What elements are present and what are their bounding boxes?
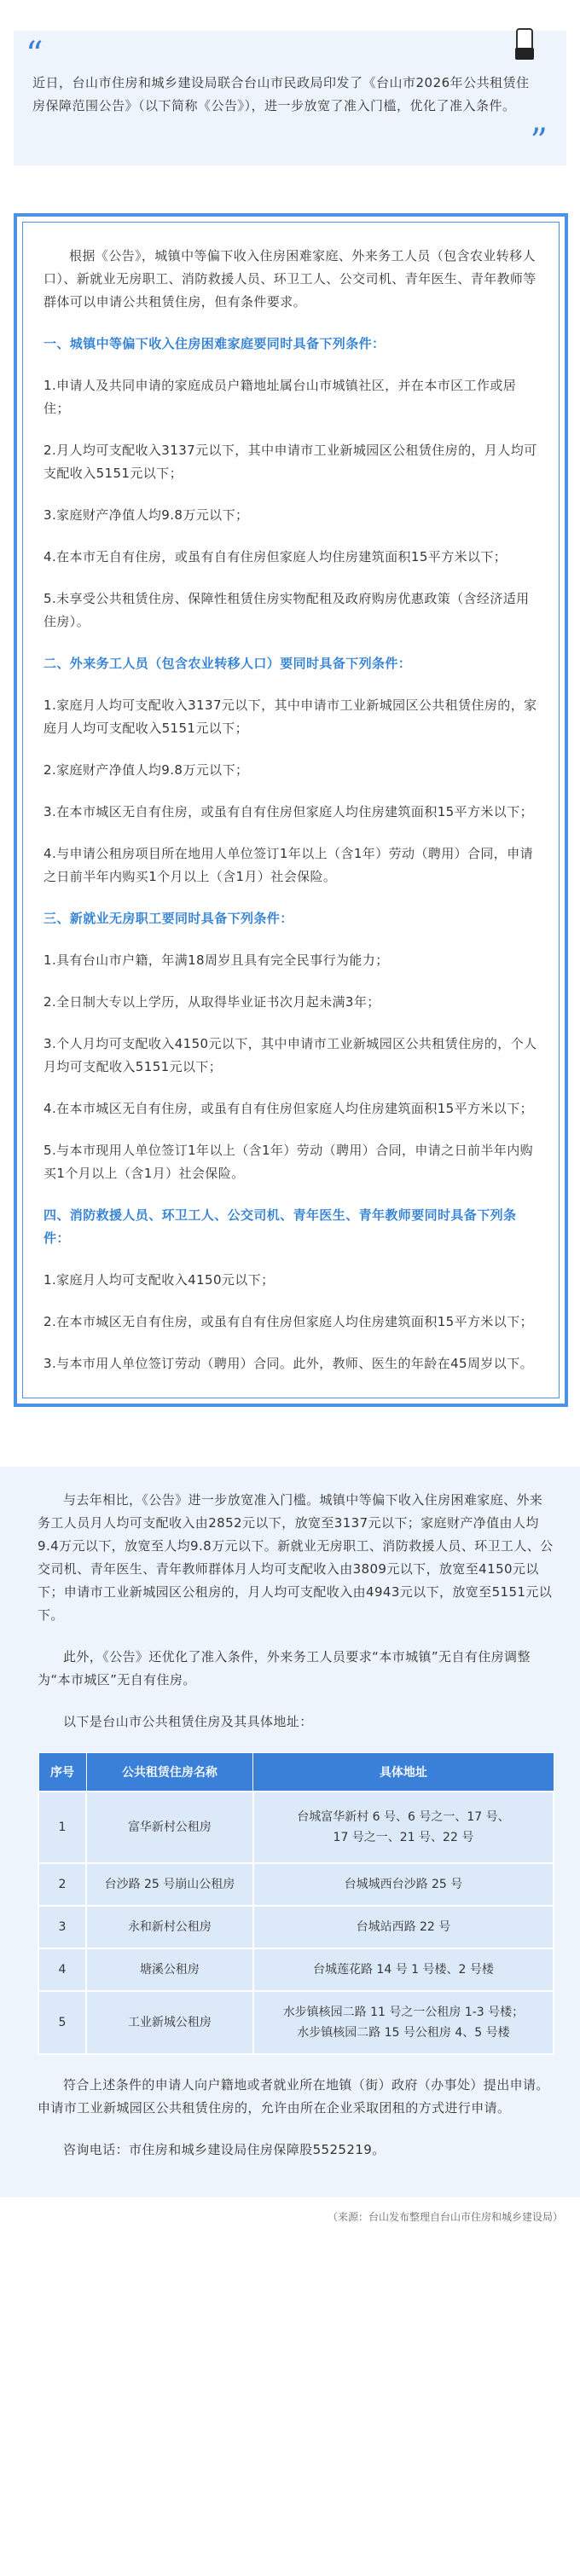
row-name: 台沙路 25 号崩山公租房 — [86, 1863, 253, 1906]
condition-item: 2.在本市城区无自有住房，或虽有自有住房但家庭人均住房建筑面积15平方米以下； — [44, 1314, 534, 1329]
section-3-title: 三、新就业无房职工要同时具备下列条件： — [44, 911, 293, 926]
row-address — [253, 1991, 554, 2054]
condition-item: 5.未享受公共租赁住房、保障性租赁住房实物配租及政府购房优惠政策（含经济适用住房）。 — [44, 591, 530, 629]
table-row — [38, 1948, 554, 1991]
condition-item: 4.在本市城区无自有住房，或虽有自有住房但家庭人均住房建筑面积15平方米以下； — [44, 1101, 534, 1116]
row-address: 台城站西路 22 号 — [253, 1906, 554, 1948]
conditions-lead: 根据《公告》，城镇中等偏下收入住房困难家庭、外来务工人员（包含农业转移人口）、新就业无房职工、消防救援人员、环卫工人、公交司机、青年医生、青年教师等群体可以申请公共租赁住房，但有条件要求。 — [44, 248, 536, 310]
condition-item: 4.与申请公租房项目所在地用人单位签订1年以上（含1年）劳动（聘用）合同，申请之日前半年内购买1个月以上（含1月）社会保险。 — [44, 846, 534, 884]
section-2-title: 二、外来务工人员（包含农业转移人口）要同时具备下列条件： — [44, 656, 412, 671]
condition-item: 1.家庭月人均可支配收入3137元以下，其中申请市工业新城园区公共租赁住房的，家庭月人均可支配收入5151元以下； — [44, 698, 537, 736]
conditions-frame — [14, 213, 568, 1407]
row-name: 塘溪公租房 — [86, 1948, 253, 1991]
table-row — [38, 1863, 554, 1906]
summary-paragraph: 此外，《公告》还优化了准入条件，外来务工人员要求“本市城镇”无自有住房调整为“本市城区”无自有住房。 — [38, 1649, 531, 1687]
summary-paragraph: 咨询电话：市住房和城乡建设局住房保障股5525219。 — [63, 2142, 386, 2157]
address-line: 台城富华新村 6 号、6 号之一、17 号、 — [297, 1810, 510, 1824]
row-name: 工业新城公租房 — [86, 1991, 253, 2054]
table-row — [38, 1792, 554, 1863]
condition-item: 1.具有台山市户籍，年满18周岁且具有完全民事行为能力； — [44, 952, 389, 968]
condition-item: 2.月人均可支配收入3137元以下，其中申请市工业新城园区公租赁住房的，月人均可支配收入5151元以下； — [44, 443, 537, 481]
intro-text: 近日，台山市住房和城乡建设局联合台山市民政局印发了《台山市2026年公共租赁住房保障范围公告》（以下简称《公告》），进一步放宽了准入门槛，优化了准入条件。 — [32, 75, 530, 113]
address-line: 17 号之一、21 号、22 号 — [333, 1831, 474, 1844]
row-index: 4 — [38, 1948, 86, 1991]
row-name: 富华新村公租房 — [86, 1792, 253, 1863]
summary-paragraph: 与去年相比，《公告》进一步放宽准入门槛。城镇中等偏下收入住房困难家庭、外来务工人员月人均可支配收入由2852元以下，放宽至3137元以下；家庭财产净值由人均9.4万元以下，放宽至人均9.8万元以下。新就业无房职工、消防救援人员、环卫工人、公交司机、青年医生、青年教师群体月人均可支配收入由3809元以下，放宽至4150元以下；申请市工业新城园区公租房的，月人均可支配收入由4943元以下，放宽至5151元以下。 — [38, 1492, 554, 1623]
column-header-name: 公共租赁住房名称 — [86, 1753, 253, 1792]
row-index: 5 — [38, 1991, 86, 2054]
section-4-title: 四、消防救援人员、环卫工人、公交司机、青年医生、青年教师要同时具备下列条件： — [44, 1207, 517, 1246]
condition-item: 4.在本市无自有住房，或虽有自有住房但家庭人均住房建筑面积15平方米以下； — [44, 549, 508, 564]
paper-clip-icon — [513, 27, 536, 63]
condition-item: 3.与本市用人单位签订劳动（聘用）合同。此外，教师、医生的年龄在45周岁以下。 — [44, 1356, 534, 1371]
row-index: 1 — [38, 1792, 86, 1863]
row-index: 2 — [38, 1863, 86, 1906]
condition-item: 1.家庭月人均可支配收入4150元以下； — [44, 1272, 275, 1288]
condition-item: 3.家庭财产净值人均9.8万元以下； — [44, 507, 249, 523]
table-header-row — [38, 1753, 554, 1792]
source-note: （来源：台山发布整理自台山市住房和城乡建设局） — [327, 2211, 563, 2223]
conditions-content — [22, 222, 560, 1398]
condition-item: 3.在本市城区无自有住房，或虽有自有住房但家庭人均住房建筑面积15平方米以下； — [44, 804, 534, 819]
condition-item: 2.家庭财产净值人均9.8万元以下； — [44, 762, 249, 778]
address-line: 水步镇核园二路 15 号公租房 4、5 号楼 — [297, 2026, 510, 2040]
address-line: 水步镇核园二路 11 号之一公租房 1-3 号楼； — [282, 2006, 525, 2019]
open-quote-icon: “ — [26, 35, 44, 74]
row-address — [253, 1792, 554, 1863]
column-header-index: 序号 — [38, 1753, 86, 1792]
condition-item: 2.全日制大专以上学历，从取得毕业证书次月起未满3年； — [44, 994, 380, 1010]
row-address: 台城城西台沙路 25 号 — [253, 1863, 554, 1906]
row-index: 3 — [38, 1906, 86, 1948]
housing-address-table — [38, 1752, 554, 2055]
section-1-title: 一、城镇中等偏下收入住房困难家庭要同时具备下列条件： — [44, 336, 386, 351]
close-quote-icon: ” — [530, 122, 548, 161]
summary-section — [0, 1467, 580, 2197]
condition-item: 1.申请人及共同申请的家庭成员户籍地址属台山市城镇社区，并在本市区工作或居住； — [44, 378, 517, 416]
row-address: 台城莲花路 14 号 1 号楼、2 号楼 — [253, 1948, 554, 1991]
table-row — [38, 1906, 554, 1948]
column-header-address: 具体地址 — [253, 1753, 554, 1792]
row-name: 永和新村公租房 — [86, 1906, 253, 1948]
condition-item: 5.与本市现用人单位签订1年以上（含1年）劳动（聘用）合同，申请之日前半年内购买1个月以上（含1月）社会保险。 — [44, 1143, 534, 1181]
intro-quote-box — [14, 31, 566, 165]
condition-item: 3.个人月均可支配收入4150元以下，其中申请市工业新城园区公共租赁住房的，个人月均可支配收入5151元以下； — [44, 1036, 537, 1074]
summary-paragraph: 符合上述条件的申请人向户籍地或者就业所在地镇（街）政府（办事处）提出申请。申请市工业新城园区公共租赁住房的，允许由所在企业采取团租的方式进行申请。 — [38, 2077, 549, 2116]
table-row — [38, 1991, 554, 2054]
summary-paragraph: 以下是台山市公共租赁住房及其具体地址： — [63, 1714, 313, 1729]
